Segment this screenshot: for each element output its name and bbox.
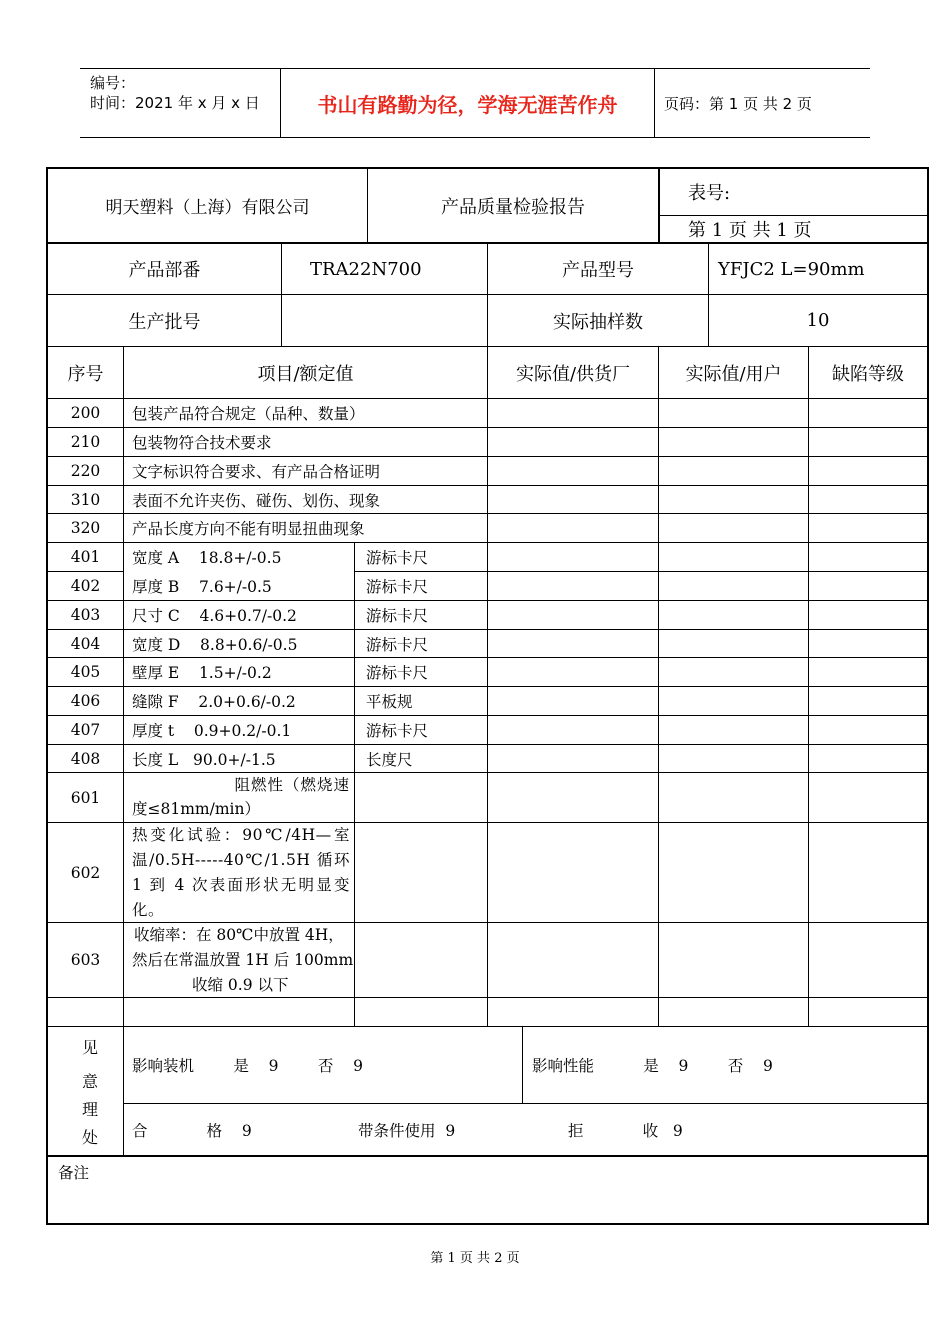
- time-label: 时间：2021 年 x 月 x 日: [90, 94, 260, 112]
- disposal-char: 处: [82, 1128, 99, 1147]
- row-tool: 游标卡尺: [366, 578, 429, 596]
- row-item: 宽度 A 18.8+/-0.5: [132, 549, 282, 567]
- row-number: 220: [70, 462, 101, 480]
- row-number: 406: [70, 692, 101, 710]
- row-item: 壁厚 E 1.5+/-0.2: [132, 664, 272, 682]
- row-item: 热变化试验：90℃/4H—室温/0.5H-----40℃/1.5H 循环 1 到 4 次表面形状无明显变化。: [132, 826, 350, 919]
- row-item: 厚度 B 7.6+/-0.5: [132, 578, 272, 596]
- column-header-user: 实际值/用户: [685, 363, 782, 385]
- column-header-seq: 序号: [67, 363, 104, 385]
- sample-count-value: 10: [806, 310, 830, 331]
- column-header-defect: 缺陷等级: [832, 363, 904, 385]
- row-tool: 游标卡尺: [366, 549, 429, 567]
- model-value: YFJC2 L=90mm: [718, 258, 865, 280]
- page-code: 页码：第 1 页 共 2 页: [664, 94, 812, 113]
- row-item-line: 度≤81mm/min）: [132, 800, 260, 818]
- row-number: 401: [70, 548, 101, 566]
- row-number: 602: [70, 863, 101, 882]
- inspection-report-form: [46, 167, 929, 1225]
- affect-assembly: 影响装机 是 9 否 9: [132, 1057, 363, 1075]
- row-tool: 游标卡尺: [366, 664, 429, 682]
- company-name: 明天塑料（上海）有限公司: [105, 198, 310, 218]
- form-number-label: 表号:: [688, 183, 731, 204]
- row-tool: 游标卡尺: [366, 722, 429, 740]
- row-number: 210: [70, 433, 101, 451]
- sample-count-label: 实际抽样数: [553, 311, 643, 333]
- row-number: 405: [70, 663, 101, 681]
- row-number: 310: [70, 490, 101, 509]
- row-item: 缝隙 F 2.0+0.6/-0.2: [132, 693, 296, 711]
- row-tool: 平板规: [366, 693, 413, 711]
- report-title: 产品质量检验报告: [441, 196, 585, 218]
- remarks-label: 备注: [58, 1164, 90, 1182]
- row-number: 601: [70, 788, 101, 807]
- disposal-label: [48, 1027, 123, 1155]
- row-item: 尺寸 C 4.6+0.7/-0.2: [132, 607, 297, 625]
- row-item-line: 然后在常温放置 1H 后 100mm: [132, 951, 354, 969]
- document-header: [80, 68, 870, 138]
- disposal-char: 意: [82, 1072, 99, 1091]
- row-item: 表面不允许夹伤、碰伤、划伤、现象: [132, 491, 381, 510]
- row-number: 402: [70, 577, 101, 595]
- row-number: 408: [70, 749, 101, 768]
- part-number-label: 产品部番: [128, 260, 201, 281]
- row-tool: 游标卡尺: [366, 607, 429, 625]
- row-item: 长度 L 90.0+/-1.5: [132, 750, 276, 769]
- row-tool: 游标卡尺: [366, 635, 429, 654]
- row-number: 603: [70, 951, 101, 969]
- column-header-supplier: 实际值/供货厂: [515, 363, 631, 385]
- row-item: 文字标识符合要求、有产品合格证明: [132, 463, 381, 481]
- row-item: 厚度 t 0.9+0.2/-0.1: [132, 722, 292, 740]
- model-label: 产品型号: [562, 260, 634, 281]
- result-pass: 合 格 9: [132, 1121, 252, 1140]
- disposal-char: 见: [82, 1038, 99, 1057]
- disposal-char: 理: [82, 1100, 99, 1119]
- row-number: 320: [70, 519, 101, 537]
- page-footer: 第 1 页 共 2 页: [430, 1251, 520, 1266]
- row-item-line: 阻燃性（燃烧速: [234, 776, 350, 794]
- row-number: 404: [70, 634, 101, 653]
- batch-label: 生产批号: [128, 311, 201, 333]
- motto: 书山有路勤为径，学海无涯苦作舟: [280, 69, 655, 137]
- row-item: 包装产品符合规定（品种、数量）: [132, 405, 365, 423]
- part-number-value: TRA22N700: [310, 258, 422, 280]
- row-number: 403: [70, 606, 101, 624]
- row-item-line: 收缩 0.9 以下: [192, 976, 289, 994]
- row-item: 宽度 D 8.8+0.6/-0.5: [132, 635, 298, 654]
- row-number: 407: [70, 721, 101, 739]
- result-reject: 拒 收 9: [568, 1121, 683, 1140]
- header-left: [80, 69, 280, 137]
- row-item-line: 收缩率：在 80℃中放置 4H，: [134, 926, 344, 944]
- number-label: 编号：: [90, 74, 136, 92]
- row-item: 产品长度方向不能有明显扭曲现象: [132, 520, 365, 538]
- batch-value: [310, 295, 486, 346]
- row-item: 包装物符合技术要求: [132, 434, 272, 452]
- row-tool: 长度尺: [366, 750, 413, 769]
- row-number: 200: [70, 404, 101, 422]
- result-conditional: 带条件使用 9: [358, 1121, 456, 1140]
- row-item: [132, 923, 352, 997]
- column-header-item: 项目/额定值: [257, 363, 354, 385]
- page-info: 第 1 页 共 1 页: [688, 220, 812, 241]
- row-item: [132, 773, 350, 822]
- affect-performance: 影响性能 是 9 否 9: [532, 1057, 773, 1075]
